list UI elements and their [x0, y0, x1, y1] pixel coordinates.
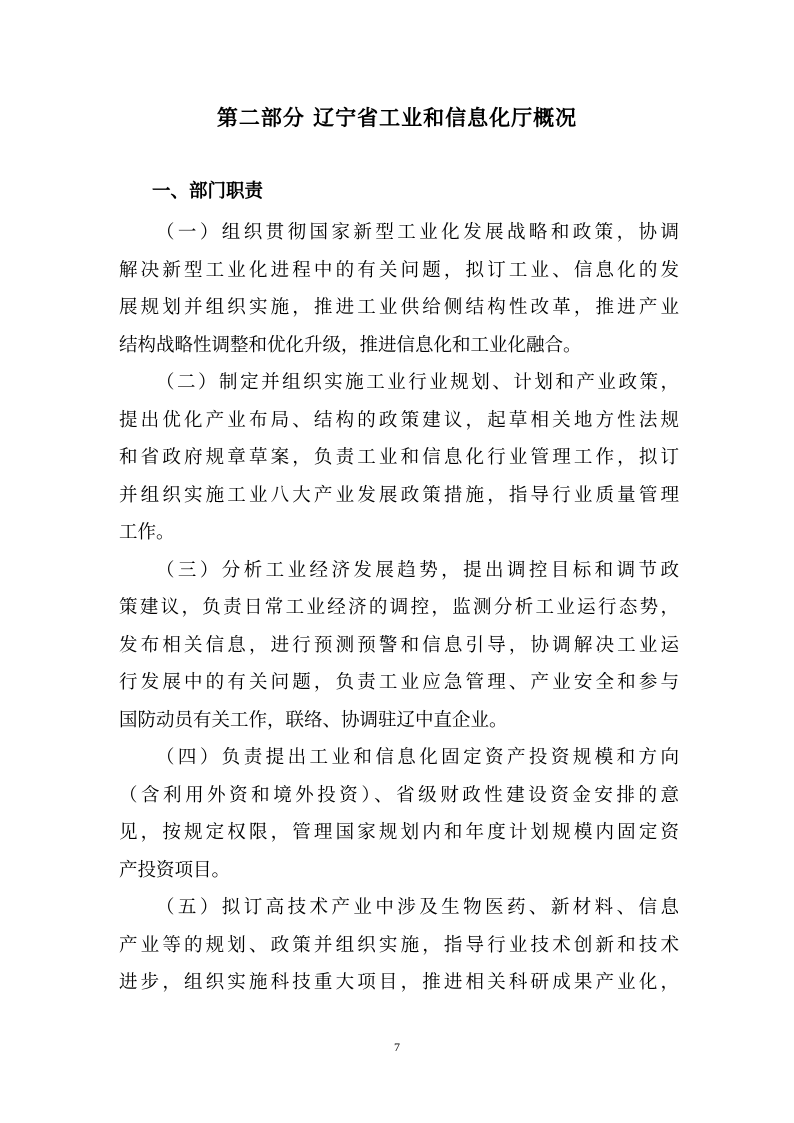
paragraph-line: 策建议，负责日常工业经济的调控，监测分析工业运行态势，	[119, 597, 679, 618]
paragraph-line: 结构战略性调整和优化升级，推进信息化和工业化融合。	[119, 334, 582, 356]
paragraph-line: （二）制定并组织实施工业行业规划、计划和产业政策，	[156, 372, 679, 393]
paragraph-1	[119, 214, 679, 364]
paragraph-line: 见，按规定权限，管理国家规划内和年度计划规模内固定资	[119, 822, 679, 843]
paragraph-line: （四）负责提出工业和信息化固定资产投资规模和方向	[156, 747, 679, 768]
paragraph-3	[119, 552, 679, 740]
paragraph-line: 并组织实施工业八大产业发展政策措施，指导行业质量管理	[119, 484, 679, 506]
paragraph-5	[119, 889, 679, 1002]
paragraph-2	[119, 364, 679, 552]
paragraph-line: 提出优化产业布局、结构的政策建议，起草相关地方性法规	[119, 409, 679, 431]
paragraph-line: 和省政府规章草案，负责工业和信息化行业管理工作，拟订	[119, 447, 679, 468]
paragraph-line: （一）组织贯彻国家新型工业化发展战略和政策，协调	[156, 222, 679, 243]
paragraph-line: （五）拟订高技术产业中涉及生物医药、新材料、信息	[156, 897, 679, 918]
paragraph-line: 产业等的规划、政策并组织实施，指导行业技术创新和技术	[119, 934, 679, 956]
paragraph-line: 发布相关信息，进行预测预警和信息引导，协调解决工业运	[119, 634, 679, 656]
page-title: 第二部分 辽宁省工业和信息化厅概况	[216, 106, 578, 130]
paragraph-line: 进步，组织实施科技重大项目，推进相关科研成果产业化，	[119, 972, 679, 993]
section-heading: 一、部门职责	[152, 181, 264, 202]
paragraph-line: （含利用外资和境外投资）、省级财政性建设资金安排的意	[119, 784, 679, 806]
page-number: 7	[394, 1040, 400, 1054]
document-body	[119, 214, 679, 1002]
paragraph-line: 行发展中的有关问题，负责工业应急管理、产业安全和参与	[119, 672, 679, 693]
paragraph-line: 解决新型工业化进程中的有关问题，拟订工业、信息化的发	[119, 259, 679, 281]
paragraph-line: 展规划并组织实施，推进工业供给侧结构性改革，推进产业	[119, 297, 679, 318]
paragraph-4	[119, 739, 679, 889]
paragraph-line: （三）分析工业经济发展趋势，提出调控目标和调节政	[156, 559, 679, 581]
paragraph-line: 工作。	[119, 522, 175, 543]
paragraph-line: 国防动员有关工作，联络、协调驻辽中直企业。	[119, 709, 508, 731]
paragraph-line: 产投资项目。	[119, 859, 231, 881]
